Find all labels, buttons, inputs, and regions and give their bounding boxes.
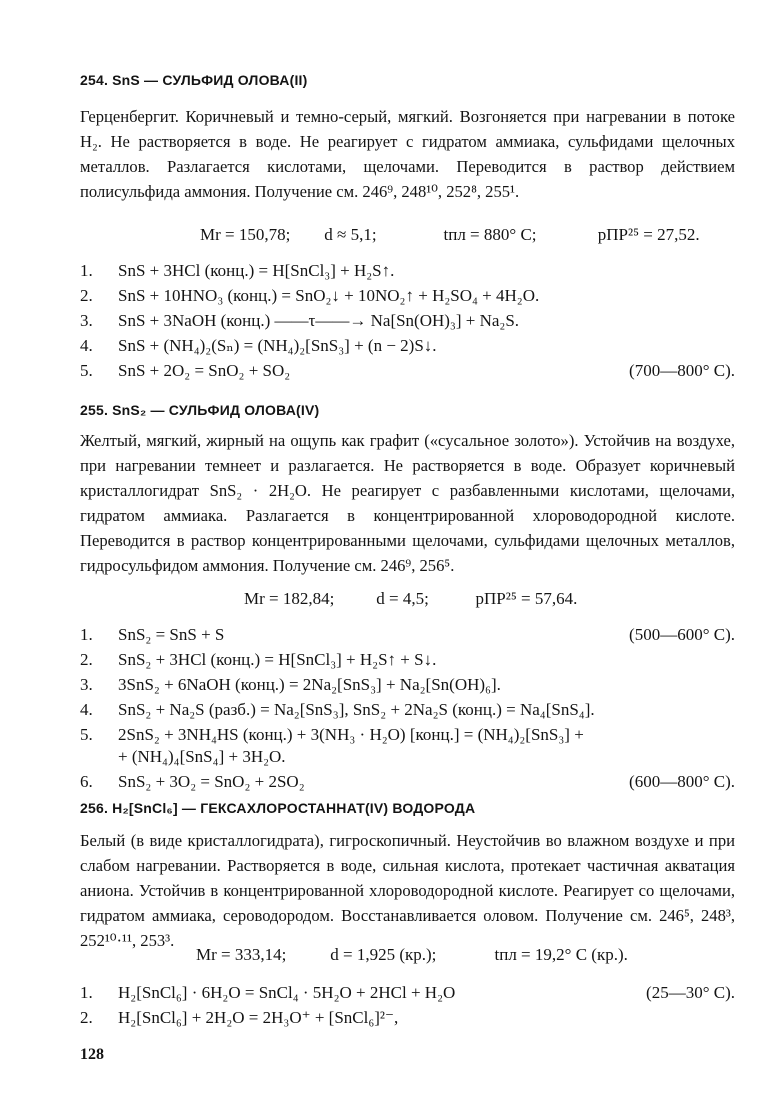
reaction-number: 1. <box>80 983 93 1002</box>
reaction-equation: 2SnS₂ + 3NH₄HS (конц.) + 3(NH₃ · H₂O) [конц.] = (NH₄)₂[SnS₃] + <box>118 725 584 744</box>
reaction-row <box>80 769 735 794</box>
reaction-equation: SnS + 10HNO₃ (конц.) = SnO₂↓ + 10NO₂↑ + H₂SO₄ + 4H₂O. <box>118 286 540 305</box>
reaction-row <box>80 672 735 697</box>
reaction-number: 5. <box>80 361 93 380</box>
reaction-row <box>80 980 735 1005</box>
reaction-equation: 3SnS₂ + 6NaOH (конц.) = 2Na₂[SnS₃] + Na₂[Sn(OH)₆]. <box>118 675 501 694</box>
reaction-equation: SnS₂ + Na₂S (разб.) = Na₂[SnS₃], SnS₂ + 2Na₂S (конц.) = Na₄[SnS₄]. <box>118 700 595 719</box>
page-number: 128 <box>80 1046 104 1063</box>
section-254-heading: 254. SnS — СУЛЬФИД ОЛОВА(II) <box>80 72 308 88</box>
reaction-row <box>80 647 735 672</box>
prop-melting-point: tпл = 19,2° C (кр.). <box>494 945 628 964</box>
reaction-equation: H₂[SnCl₆] + 2H₂O = 2H₃O⁺ + [SnCl₆]²⁻, <box>118 1008 399 1027</box>
prop-molar-mass: Mr = 333,14; <box>196 945 287 964</box>
reaction-row <box>80 358 735 383</box>
reaction-row <box>80 722 735 769</box>
section-255-properties <box>244 586 577 611</box>
prop-density: d = 1,925 (кр.); <box>330 945 437 964</box>
reaction-number: 4. <box>80 336 93 355</box>
reaction-equation: SnS₂ + 3O₂ = SnO₂ + 2SO₂ <box>118 772 305 791</box>
reaction-number: 2. <box>80 1008 93 1027</box>
reaction-row <box>80 1005 735 1030</box>
reaction-equation: SnS + 3HCl (конц.) = H[SnCl₃] + H₂S↑. <box>118 261 395 280</box>
reaction-row <box>80 697 735 722</box>
reaction-equation: SnS + 2O₂ = SnO₂ + SO₂ <box>118 361 291 380</box>
reaction-number: 3. <box>80 675 93 694</box>
reaction-condition: (700—800° C). <box>629 361 735 380</box>
reaction-row <box>80 333 735 358</box>
section-254-reactions <box>80 258 735 383</box>
reaction-number: 1. <box>80 261 93 280</box>
section-256-reactions <box>80 980 735 1030</box>
reaction-number: 2. <box>80 286 93 305</box>
reaction-equation: SnS₂ = SnS + S <box>118 625 225 644</box>
prop-density: d = 4,5; <box>376 589 429 608</box>
section-256-description: Белый (в виде кристаллогидрата), гигроскопичный. Неустойчив во влажном воздухе и при слабом нагревании. Растворяется в воде, сильная кислота, протекает частичная акватация аниона. Устойчив в концентрированной хлороводородной кислоте. Реагирует со щелочами, гидратом аммиака, сероводородом. Восстанавливается оловом. Получение см. 246⁵, 248³, 252¹⁰·¹¹, 253³. <box>80 831 735 950</box>
reaction-equation: SnS + (NH₄)₂(Sₙ) = (NH₄)₂[SnS₃] + (n − 2)S↓. <box>118 336 437 355</box>
reaction-number: 3. <box>80 311 93 330</box>
section-255-description: Желтый, мягкий, жирный на ощупь как графит («сусальное золото»). Устойчив на воздухе, при нагревании темнеет и разлагается. Не растворяется в воде. Образует коричневый кристаллогидрат SnS₂ · 2H₂O. Не реагирует с разбавленными кислотами, щелочами, гидратом аммиака. Разлагается в концентрированной хлороводородной кислоте. Переводится в раствор концентрированными щелочами, сульфидами щелочных металлов, гидросульфидом аммония. Получение см. 246⁹, 256⁵. <box>80 431 735 575</box>
reaction-number: 4. <box>80 700 93 719</box>
prop-solubility-product: pПР²⁵ = 27,52. <box>597 225 700 244</box>
section-256-heading: 256. H₂[SnCl₆] — ГЕКСАХЛОРОСТАННАТ(IV) ВОДОРОДА <box>80 800 476 816</box>
reaction-row <box>80 308 735 333</box>
reaction-number: 1. <box>80 625 93 644</box>
reaction-equation-continued: + (NH₄)₄[SnS₄] + 3H₂O. <box>118 747 286 766</box>
prop-density: d ≈ 5,1; <box>324 225 377 244</box>
prop-melting-point: tпл = 880° C; <box>443 225 537 244</box>
reaction-row <box>80 283 735 308</box>
reaction-row <box>80 622 735 647</box>
reaction-row <box>80 258 735 283</box>
section-254-description: Герценбергит. Коричневый и темно-серый, мягкий. Возгоняется при нагревании в потоке H₂. Не растворяется в воде. Не реагирует с гидратом аммиака, сульфидами щелочных металлов. Разлагается кислотами, щелочами. Переводится в раствор действием полисульфида аммония. Получение см. 246⁹, 248¹⁰, 252⁸, 255¹. <box>80 107 735 201</box>
reaction-condition: (500—600° C). <box>629 625 735 644</box>
section-256-properties <box>196 942 628 967</box>
reaction-condition: (600—800° C). <box>629 772 735 791</box>
section-255-reactions <box>80 622 735 794</box>
reaction-equation: H₂[SnCl₆] · 6H₂O = SnCl₄ · 5H₂O + 2HCl + H₂O <box>118 983 456 1002</box>
reaction-equation: SnS₂ + 3HCl (конц.) = H[SnCl₃] + H₂S↑ + S↓. <box>118 650 437 669</box>
reaction-number: 6. <box>80 772 93 791</box>
reaction-equation: SnS + 3NaOH (конц.) ——τ——→ Na[Sn(OH)₃] + Na₂S. <box>118 311 520 330</box>
prop-solubility-product: pПР²⁵ = 57,64. <box>475 589 578 608</box>
reaction-condition: (25—30° C). <box>646 983 735 1002</box>
section-255-heading: 255. SnS₂ — СУЛЬФИД ОЛОВА(IV) <box>80 402 320 418</box>
reaction-number: 2. <box>80 650 93 669</box>
prop-molar-mass: Mr = 182,84; <box>244 589 335 608</box>
prop-molar-mass: Mr = 150,78; <box>200 225 291 244</box>
section-254-properties <box>200 222 700 247</box>
reaction-number: 5. <box>80 725 93 744</box>
